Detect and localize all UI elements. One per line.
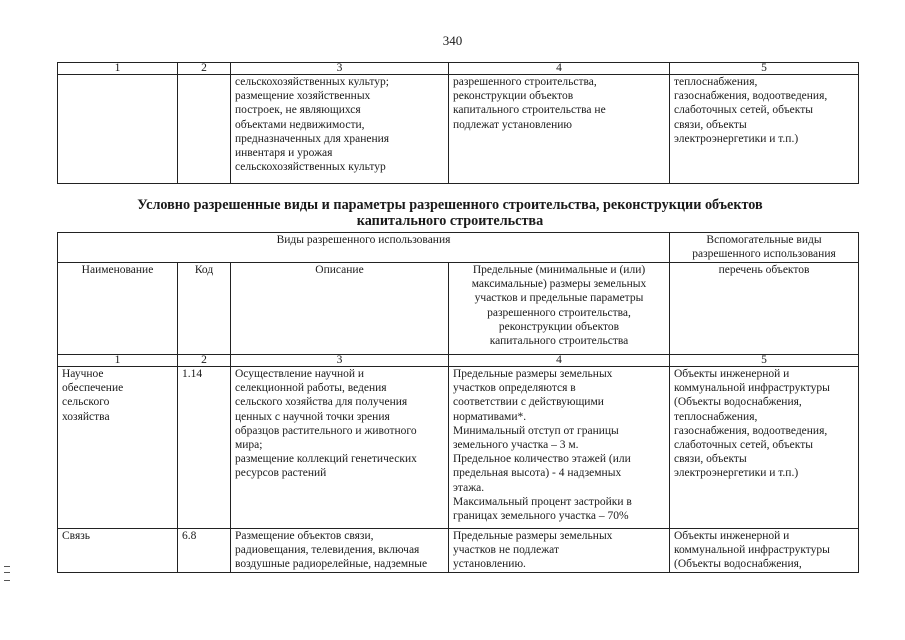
- name-cell: [58, 75, 178, 184]
- top-table: [57, 62, 859, 184]
- text-line: радиовещания, телевидения, включая: [235, 544, 420, 557]
- column-header-row: [58, 263, 859, 355]
- text-line: инвентаря и урожая: [235, 147, 333, 160]
- text-line: газоснабжения, водоотведения,: [674, 424, 828, 437]
- title-line: капитального строительства: [356, 213, 544, 229]
- limits-cell: [449, 529, 670, 573]
- text-line: Научное: [62, 368, 104, 380]
- section-title: [40, 197, 860, 229]
- top-table-column-numbers: [58, 63, 859, 75]
- text-line: реконструкции объектов: [453, 90, 574, 103]
- text-line: ресурсов растений: [235, 467, 327, 480]
- description-cell: [231, 367, 449, 529]
- text-line: предельная высота) - 4 надземных: [453, 467, 622, 480]
- group-header-row: [58, 233, 859, 263]
- text-line: размещение хозяйственных: [235, 90, 371, 103]
- col-number: 2: [178, 355, 231, 367]
- header-description: Описание: [231, 263, 449, 355]
- text-line: Предельное количество этажей (или: [453, 453, 631, 466]
- text-line: участков определяются в: [453, 382, 576, 395]
- text-line: Предельные размеры земельных: [453, 368, 613, 380]
- col-number: 1: [58, 63, 178, 75]
- text-line: (Объекты водоснабжения,: [674, 558, 802, 571]
- text-line: слаботочных сетей, объекты: [674, 439, 813, 452]
- text-line: сельскохозяйственных культур: [235, 161, 386, 174]
- main-table: [57, 232, 859, 573]
- text-line: предназначенных для хранения: [235, 132, 390, 145]
- text-line: теплоснабжения,: [674, 76, 758, 88]
- text-line: реконструкции объектов: [498, 320, 620, 333]
- text-line: установлению.: [453, 558, 526, 571]
- code-cell: 1.14: [178, 367, 231, 529]
- col-number: 5: [670, 63, 859, 75]
- header-code: Код: [178, 263, 231, 355]
- text-line: Размещение объектов связи,: [235, 530, 374, 542]
- text-line: воздушные радиорелейные, надземные: [235, 558, 428, 571]
- scan-artifact: [4, 566, 10, 567]
- table-row: [58, 529, 859, 573]
- text-line: сельского хозяйства для получения: [235, 396, 408, 409]
- table-row: [58, 75, 859, 184]
- objects-cell: [670, 367, 859, 529]
- name-cell: [58, 367, 178, 529]
- group-header-permitted-uses: Виды разрешенного использования: [58, 233, 670, 263]
- text-line: электроэнергетики и т.п.): [674, 132, 799, 145]
- text-line: земельного участка – 3 м.: [453, 439, 579, 452]
- text-line: селекционной работы, ведения: [235, 382, 387, 395]
- objects-cell: [670, 529, 859, 573]
- col-number: 4: [449, 355, 670, 367]
- text-line: (Объекты водоснабжения,: [674, 396, 802, 409]
- header-limits: [449, 263, 670, 355]
- text-line: связи, объекты: [674, 118, 747, 131]
- text-line: капитального строительства не: [453, 104, 606, 117]
- text-line: объектами недвижимости,: [235, 118, 365, 131]
- col-number: 5: [670, 355, 859, 367]
- description-cell: [231, 75, 449, 184]
- text-line: электроэнергетики и т.п.): [674, 467, 799, 480]
- text-line: соответствии с действующими: [453, 396, 604, 409]
- text-line: коммунальной инфраструктуры: [674, 382, 830, 395]
- text-line: теплоснабжения,: [674, 410, 758, 423]
- limits-cell: [449, 367, 670, 529]
- text-line: ценных с научной точки зрения: [235, 410, 390, 423]
- text-line: разрешенного использования: [692, 248, 836, 261]
- text-line: участков и предельные параметры: [474, 292, 644, 305]
- text-line: нормативами*.: [453, 410, 527, 423]
- text-line: разрешенного строительства,: [487, 306, 631, 319]
- main-table-column-numbers: [58, 355, 859, 367]
- col-number: 3: [231, 63, 449, 75]
- limits-cell: [449, 75, 670, 184]
- text-line: коммунальной инфраструктуры: [674, 544, 830, 557]
- text-line: участков не подлежат: [453, 544, 560, 557]
- text-line: газоснабжения, водоотведения,: [674, 90, 828, 103]
- col-number: 1: [58, 355, 178, 367]
- text-line: Максимальный процент застройки в: [453, 495, 632, 508]
- text-line: границах земельного участка – 70%: [453, 510, 629, 523]
- text-line: максимальные) размеры земельных: [471, 278, 647, 291]
- text-line: обеспечение: [62, 382, 124, 395]
- text-line: сельскохозяйственных культур;: [235, 76, 389, 88]
- page-number: 340: [442, 33, 463, 48]
- col-number: 4: [449, 63, 670, 75]
- text-line: сельского: [62, 396, 110, 409]
- text-line: размещение коллекций генетических: [235, 453, 417, 466]
- col-number: 3: [231, 355, 449, 367]
- header-name: Наименование: [58, 263, 178, 355]
- text-line: связи, объекты: [674, 453, 747, 466]
- text-line: Связь: [62, 530, 91, 542]
- scan-artifact: [4, 580, 10, 581]
- text-line: разрешенного строительства,: [453, 76, 597, 88]
- text-line: мира;: [235, 439, 263, 452]
- text-line: хозяйства: [62, 410, 110, 423]
- text-line: построек, не являющихся: [235, 104, 361, 117]
- header-objects: перечень объектов: [670, 263, 859, 355]
- description-cell: [231, 529, 449, 573]
- text-line: Объекты инженерной и: [674, 530, 790, 542]
- text-line: этажа.: [453, 481, 485, 494]
- name-cell: [58, 529, 178, 573]
- scan-artifact: [4, 572, 10, 573]
- text-line: слаботочных сетей, объекты: [674, 104, 813, 117]
- text-line: образцов растительного и животного: [235, 424, 417, 437]
- objects-cell: [670, 75, 859, 184]
- text-line: Вспомогательные виды: [706, 234, 822, 246]
- text-line: подлежат установлению: [453, 118, 572, 131]
- text-line: капитального строительства: [489, 335, 629, 348]
- text-line: Объекты инженерной и: [674, 368, 790, 380]
- table-row: [58, 367, 859, 529]
- text-line: Осуществление научной и: [235, 368, 365, 380]
- text-line: Предельные размеры земельных: [453, 530, 613, 542]
- text-line: Минимальный отступ от границы: [453, 424, 619, 437]
- code-cell: [178, 75, 231, 184]
- group-header-auxiliary-uses: [670, 233, 859, 263]
- code-cell: 6.8: [178, 529, 231, 573]
- text-line: Предельные (минимальные и (или): [472, 264, 646, 276]
- title-line: Условно разрешенные виды и параметры разрешенного строительства, реконструкции объектов: [137, 197, 763, 213]
- col-number: 2: [178, 63, 231, 75]
